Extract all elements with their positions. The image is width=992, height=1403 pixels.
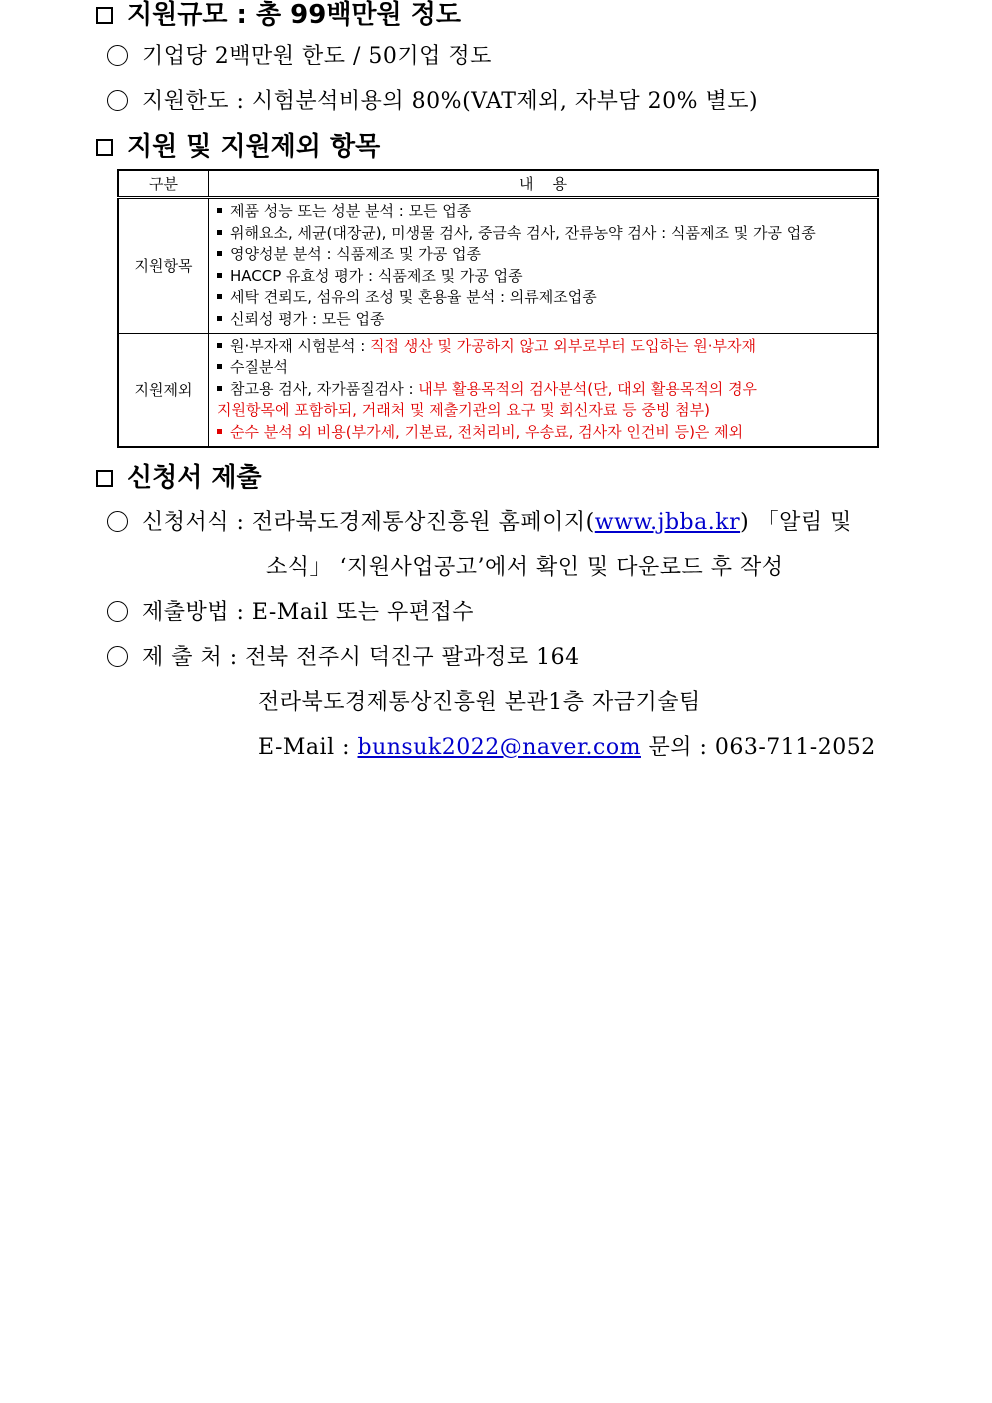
square-bullet-icon xyxy=(217,273,222,278)
circle-bullet-icon xyxy=(107,90,128,111)
list-item: 원·부자재 시험분석 : 직접 생산 및 가공하지 않고 외부로부터 도입하는 원·부자재 xyxy=(217,336,873,358)
destination-office: 전라북도경제통상진흥원 본관1층 자금기술팀 xyxy=(258,690,701,715)
checkbox-square-icon xyxy=(96,7,113,24)
table-header-category: 구분 xyxy=(118,170,209,198)
list-item: 신뢰성 평가 : 모든 업종 xyxy=(217,309,873,331)
application-form-line: 신청서식 : 전라북도경제통상진흥원 홈페이지(www.jbba.kr) 「알림 및 xyxy=(107,508,852,538)
list-item: 순수 분석 외 비용(부가세, 기본료, 전처리비, 우송료, 검사자 인건비 등)은 제외 xyxy=(217,422,873,444)
row-content xyxy=(209,333,879,446)
table-row-excluded xyxy=(118,333,878,446)
list-item: 영양성분 분석 : 식품제조 및 가공 업종 xyxy=(217,244,873,266)
checkbox-square-icon xyxy=(96,139,113,156)
section-heading-support-items xyxy=(96,132,380,162)
circle-bullet-icon xyxy=(107,45,128,66)
square-bullet-icon xyxy=(217,294,222,299)
checkbox-square-icon xyxy=(96,470,113,487)
heading-text: 지원규모 : 총 99백만원 정도 xyxy=(127,0,461,30)
application-form-line2: 소식」 ‘지원사업공고’에서 확인 및 다운로드 후 작성 xyxy=(266,555,784,580)
heading-text: 지원 및 지원제외 항목 xyxy=(127,132,381,162)
square-bullet-icon xyxy=(217,208,222,213)
list-item: 제품 성능 또는 성분 분석 : 모든 업종 xyxy=(217,201,873,223)
square-bullet-icon xyxy=(217,386,222,391)
support-items-table xyxy=(117,169,879,448)
list-item: HACCP 유효성 평가 : 식품제조 및 가공 업종 xyxy=(217,266,873,288)
circle-bullet-icon xyxy=(107,646,128,667)
circle-bullet-icon xyxy=(107,601,128,622)
square-bullet-icon xyxy=(217,230,222,235)
table-header-content: 내 용 xyxy=(209,170,879,198)
list-item-continuation: 지원항목에 포함하되, 거래처 및 제출기관의 요구 및 회신자료 등 중빙 첨부) xyxy=(217,401,711,420)
row-category: 지원항목 xyxy=(118,198,209,334)
email-link[interactable]: bunsuk2022@naver.com xyxy=(357,735,641,760)
circle-bullet-icon xyxy=(107,511,128,532)
square-bullet-icon xyxy=(217,364,222,369)
list-item: 참고용 검사, 자가품질검사 : 내부 활용목적의 검사분석(단, 대외 활용목적의 경우 xyxy=(217,379,873,401)
table-row-supported xyxy=(118,198,878,334)
square-bullet-icon xyxy=(217,343,222,348)
section-heading-support-scale xyxy=(96,0,461,30)
support-per-company: 기업당 2백만원 한도 / 50기업 정도 xyxy=(107,42,492,72)
support-limit: 지원한도 : 시험분석비용의 80%(VAT제외, 자부담 20% 별도) xyxy=(107,87,758,117)
submission-method: 제출방법 : E-Mail 또는 우편접수 xyxy=(107,598,474,628)
square-bullet-icon xyxy=(217,251,222,256)
list-item: 수질분석 xyxy=(217,357,873,379)
list-item: 위해요소, 세균(대장균), 미생물 검사, 중금속 검사, 잔류농약 검사 : 식품제조 및 가공 업종 xyxy=(217,223,873,245)
contact-line: E-Mail : bunsuk2022@naver.com 문의 : 063-711-2052 xyxy=(258,735,876,760)
row-category: 지원제외 xyxy=(118,333,209,446)
heading-text: 신청서 제출 xyxy=(127,463,262,493)
list-item: 세탁 견뢰도, 섬유의 조성 및 혼용율 분석 : 의류제조업종 xyxy=(217,287,873,309)
square-bullet-icon xyxy=(217,429,222,434)
section-heading-application xyxy=(96,463,262,493)
homepage-link[interactable]: www.jbba.kr xyxy=(594,510,741,535)
submission-destination: 제 출 처 : 전북 전주시 덕진구 팔과정로 164 xyxy=(107,643,580,673)
row-content xyxy=(209,198,879,334)
square-bullet-icon xyxy=(217,316,222,321)
